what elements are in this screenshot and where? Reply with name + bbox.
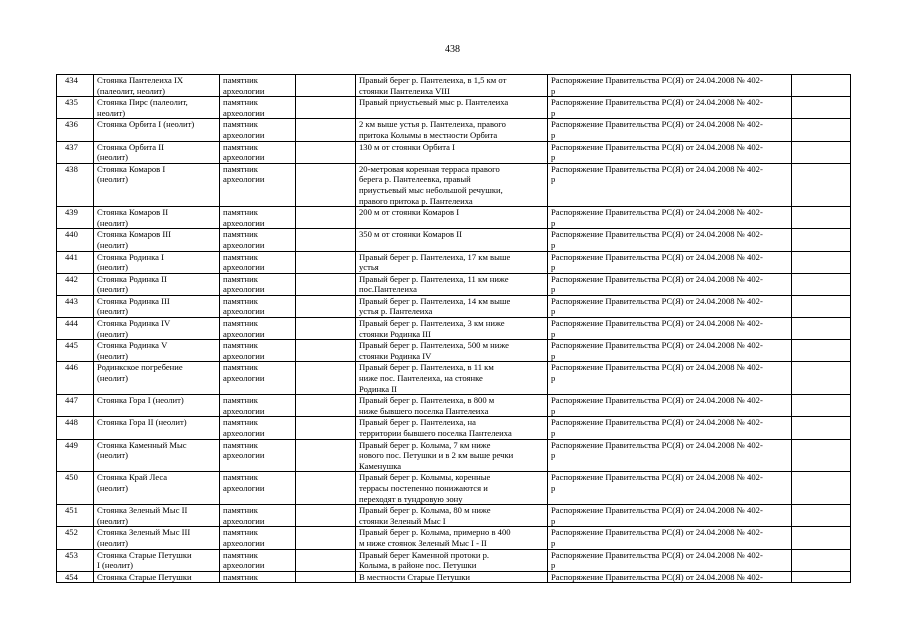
legal-document: Распоряжение Правительства РС(Я) от 24.04.2008 № 402- р <box>548 295 792 317</box>
table-row <box>57 395 851 417</box>
extra-cell <box>296 229 356 251</box>
legal-document: Распоряжение Правительства РС(Я) от 24.04.2008 № 402- р <box>548 417 792 439</box>
empty-cell <box>792 75 851 97</box>
monument-location: Правый берег р. Пантелеиха, 3 км ниже стоянки Родинка III <box>356 318 548 340</box>
empty-cell <box>792 417 851 439</box>
monument-type: памятник археологии <box>220 417 296 439</box>
monument-type: памятник археологии <box>220 549 296 571</box>
table-row <box>57 362 851 395</box>
row-number: 440 <box>57 229 94 251</box>
monument-type: памятник археологии <box>220 251 296 273</box>
empty-cell <box>792 439 851 472</box>
monument-location: Правый берег Каменной протоки р. Колыма, в районе пос. Петушки <box>356 549 548 571</box>
extra-cell <box>296 119 356 141</box>
monument-type: памятник археологии <box>220 207 296 229</box>
monument-type: памятник археологии <box>220 472 296 505</box>
extra-cell <box>296 340 356 362</box>
legal-document: Распоряжение Правительства РС(Я) от 24.04.2008 № 402- р <box>548 97 792 119</box>
monument-location: Правый берег р. Колыма, 80 м ниже стоянки Зеленый Мыс I <box>356 505 548 527</box>
row-number: 453 <box>57 549 94 571</box>
extra-cell <box>296 549 356 571</box>
extra-cell <box>296 472 356 505</box>
monument-location: Правый берег р. Колымы, коренные террасы постепенно понижаются и переходят в тундровую зону <box>356 472 548 505</box>
extra-cell <box>296 273 356 295</box>
extra-cell <box>296 318 356 340</box>
empty-cell <box>792 119 851 141</box>
extra-cell <box>296 163 356 206</box>
row-number: 444 <box>57 318 94 340</box>
row-number: 450 <box>57 472 94 505</box>
legal-document: Распоряжение Правительства РС(Я) от 24.04.2008 № 402- р <box>548 273 792 295</box>
legal-document: Распоряжение Правительства РС(Я) от 24.04.2008 № 402- р <box>548 119 792 141</box>
monument-location: 200 м от стоянки Комаров I <box>356 207 548 229</box>
monument-type: памятник <box>220 571 296 583</box>
legal-document: Распоряжение Правительства РС(Я) от 24.04.2008 № 402- р <box>548 549 792 571</box>
monument-location: Правый берег р. Пантелеиха, 500 м ниже стоянки Родинка IV <box>356 340 548 362</box>
monument-name: Стоянка Старые Петушки I (неолит) <box>94 549 220 571</box>
monument-location: Правый берег р. Пантелеиха, в 11 км ниже пос. Пантелеиха, на стоянке Родинка II <box>356 362 548 395</box>
table-row <box>57 119 851 141</box>
table-row <box>57 527 851 549</box>
extra-cell <box>296 505 356 527</box>
row-number: 452 <box>57 527 94 549</box>
monument-location: Правый берег р. Колыма, 7 км ниже нового пос. Петушки и в 2 км выше речки Каменушка <box>356 439 548 472</box>
table-row <box>57 571 851 583</box>
empty-cell <box>792 318 851 340</box>
row-number: 451 <box>57 505 94 527</box>
monument-name: Стоянка Гора II (неолит) <box>94 417 220 439</box>
row-number: 448 <box>57 417 94 439</box>
empty-cell <box>792 207 851 229</box>
row-number: 442 <box>57 273 94 295</box>
table-row <box>57 141 851 163</box>
monument-name: Стоянка Комаров I (неолит) <box>94 163 220 206</box>
empty-cell <box>792 505 851 527</box>
legal-document: Распоряжение Правительства РС(Я) от 24.04.2008 № 402- р <box>548 318 792 340</box>
monument-location: 130 м от стоянки Орбита I <box>356 141 548 163</box>
monument-name: Стоянка Орбита II (неолит) <box>94 141 220 163</box>
empty-cell <box>792 229 851 251</box>
empty-cell <box>792 571 851 583</box>
row-number: 443 <box>57 295 94 317</box>
row-number: 449 <box>57 439 94 472</box>
table-row <box>57 251 851 273</box>
empty-cell <box>792 549 851 571</box>
legal-document: Распоряжение Правительства РС(Я) от 24.04.2008 № 402- р <box>548 395 792 417</box>
monument-location: Правый берег р. Пантелеиха, в 1,5 км от стоянки Пантелеиха VIII <box>356 75 548 97</box>
row-number: 438 <box>57 163 94 206</box>
monument-type: памятник археологии <box>220 340 296 362</box>
table-row <box>57 472 851 505</box>
monument-location: Правый берег р. Пантелеиха, 14 км выше устья р. Пантелеиха <box>356 295 548 317</box>
table-row <box>57 318 851 340</box>
table-row <box>57 439 851 472</box>
monument-type: памятник археологии <box>220 273 296 295</box>
table-row <box>57 295 851 317</box>
monument-type: памятник археологии <box>220 229 296 251</box>
empty-cell <box>792 141 851 163</box>
extra-cell <box>296 251 356 273</box>
monument-type: памятник археологии <box>220 163 296 206</box>
monument-type: памятник археологии <box>220 439 296 472</box>
table-row <box>57 340 851 362</box>
monument-location: 350 м от стоянки Комаров II <box>356 229 548 251</box>
extra-cell <box>296 395 356 417</box>
legal-document: Распоряжение Правительства РС(Я) от 24.04.2008 № 402- р <box>548 229 792 251</box>
empty-cell <box>792 273 851 295</box>
empty-cell <box>792 251 851 273</box>
extra-cell <box>296 417 356 439</box>
empty-cell <box>792 527 851 549</box>
extra-cell <box>296 97 356 119</box>
legal-document: Распоряжение Правительства РС(Я) от 24.04.2008 № 402- р <box>548 163 792 206</box>
table-row <box>57 549 851 571</box>
monument-type: памятник археологии <box>220 318 296 340</box>
empty-cell <box>792 472 851 505</box>
monument-location: Правый берег р. Пантелеиха, на территории бывшего поселка Пантелеиха <box>356 417 548 439</box>
row-number: 446 <box>57 362 94 395</box>
monument-name: Стоянка Каменный Мыс (неолит) <box>94 439 220 472</box>
empty-cell <box>792 362 851 395</box>
monument-name: Стоянка Край Леса (неолит) <box>94 472 220 505</box>
row-number: 441 <box>57 251 94 273</box>
monument-name: Стоянка Родинка II (неолит) <box>94 273 220 295</box>
legal-document: Распоряжение Правительства РС(Я) от 24.04.2008 № 402- р <box>548 439 792 472</box>
row-number: 437 <box>57 141 94 163</box>
table-row <box>57 417 851 439</box>
monument-location: Правый приустьевый мыс р. Пантелеиха <box>356 97 548 119</box>
legal-document: Распоряжение Правительства РС(Я) от 24.04.2008 № 402- р <box>548 207 792 229</box>
monument-name: Стоянка Зеленый Мыс III (неолит) <box>94 527 220 549</box>
extra-cell <box>296 141 356 163</box>
extra-cell <box>296 439 356 472</box>
extra-cell <box>296 571 356 583</box>
monument-name: Стоянка Пирс (палеолит, неолит) <box>94 97 220 119</box>
empty-cell <box>792 340 851 362</box>
monument-location: 20-метровая коренная терраса правого берега р. Пантелеевка, правый приустьевый мыс небольшой речушки, правого притока р. Пантелеиха <box>356 163 548 206</box>
monument-name: Стоянка Пантелеиха IX (палеолит, неолит) <box>94 75 220 97</box>
monument-name: Стоянка Орбита I (неолит) <box>94 119 220 141</box>
extra-cell <box>296 295 356 317</box>
monument-type: памятник археологии <box>220 119 296 141</box>
page-number: 438 <box>445 44 460 55</box>
legal-document: Распоряжение Правительства РС(Я) от 24.04.2008 № 402- р <box>548 472 792 505</box>
row-number: 447 <box>57 395 94 417</box>
monument-name: Стоянка Родинка I (неолит) <box>94 251 220 273</box>
monument-type: памятник археологии <box>220 527 296 549</box>
monument-name: Стоянка Комаров II (неолит) <box>94 207 220 229</box>
legal-document: Распоряжение Правительства РС(Я) от 24.04.2008 № 402- р <box>548 75 792 97</box>
monument-location: В местности Старые Петушки <box>356 571 548 583</box>
monument-type: памятник археологии <box>220 505 296 527</box>
table-row <box>57 273 851 295</box>
legal-document: Распоряжение Правительства РС(Я) от 24.04.2008 № 402- р <box>548 505 792 527</box>
table-row <box>57 229 851 251</box>
monument-name: Стоянка Родинка III (неолит) <box>94 295 220 317</box>
monuments-table <box>56 74 851 583</box>
empty-cell <box>792 295 851 317</box>
monument-type: памятник археологии <box>220 362 296 395</box>
monument-name: Стоянка Старые Петушки <box>94 571 220 583</box>
monument-location: Правый берег р. Колыма, примерно в 400 м ниже стоянок Зеленый Мыс I - II <box>356 527 548 549</box>
table-row <box>57 97 851 119</box>
monument-type: памятник археологии <box>220 295 296 317</box>
monument-location: Правый берег р. Пантелеиха, в 800 м ниже бывшего поселка Пантелеиха <box>356 395 548 417</box>
monument-type: памятник археологии <box>220 97 296 119</box>
row-number: 435 <box>57 97 94 119</box>
monument-location: Правый берег р. Пантелеиха, 17 км выше устья <box>356 251 548 273</box>
table-row <box>57 207 851 229</box>
legal-document: Распоряжение Правительства РС(Я) от 24.04.2008 № 402- р <box>548 362 792 395</box>
monument-name: Стоянка Родинка V (неолит) <box>94 340 220 362</box>
legal-document: Распоряжение Правительства РС(Я) от 24.04.2008 № 402- р <box>548 251 792 273</box>
monument-name: Стоянка Гора I (неолит) <box>94 395 220 417</box>
row-number: 434 <box>57 75 94 97</box>
row-number: 454 <box>57 571 94 583</box>
legal-document: Распоряжение Правительства РС(Я) от 24.04.2008 № 402- р <box>548 340 792 362</box>
row-number: 436 <box>57 119 94 141</box>
monument-name: Родинкское погребение (неолит) <box>94 362 220 395</box>
monument-name: Стоянка Родинка IV (неолит) <box>94 318 220 340</box>
empty-cell <box>792 395 851 417</box>
table-row <box>57 163 851 206</box>
monument-location: Правый берег р. Пантелеиха, 11 км ниже пос.Пантелеиха <box>356 273 548 295</box>
table-row <box>57 75 851 97</box>
extra-cell <box>296 75 356 97</box>
table-body <box>57 75 851 583</box>
monument-location: 2 км выше устья р. Пантелеиха, правого притока Колымы в местности Орбита <box>356 119 548 141</box>
empty-cell <box>792 163 851 206</box>
extra-cell <box>296 527 356 549</box>
monument-name: Стоянка Комаров III (неолит) <box>94 229 220 251</box>
monument-name: Стоянка Зеленый Мыс II (неолит) <box>94 505 220 527</box>
legal-document: Распоряжение Правительства РС(Я) от 24.04.2008 № 402- р <box>548 527 792 549</box>
row-number: 445 <box>57 340 94 362</box>
monument-type: памятник археологии <box>220 395 296 417</box>
table-row <box>57 505 851 527</box>
legal-document: Распоряжение Правительства РС(Я) от 24.04.2008 № 402- р <box>548 141 792 163</box>
monument-type: памятник археологии <box>220 75 296 97</box>
monument-type: памятник археологии <box>220 141 296 163</box>
row-number: 439 <box>57 207 94 229</box>
empty-cell <box>792 97 851 119</box>
legal-document: Распоряжение Правительства РС(Я) от 24.04.2008 № 402- <box>548 571 792 583</box>
extra-cell <box>296 207 356 229</box>
extra-cell <box>296 362 356 395</box>
